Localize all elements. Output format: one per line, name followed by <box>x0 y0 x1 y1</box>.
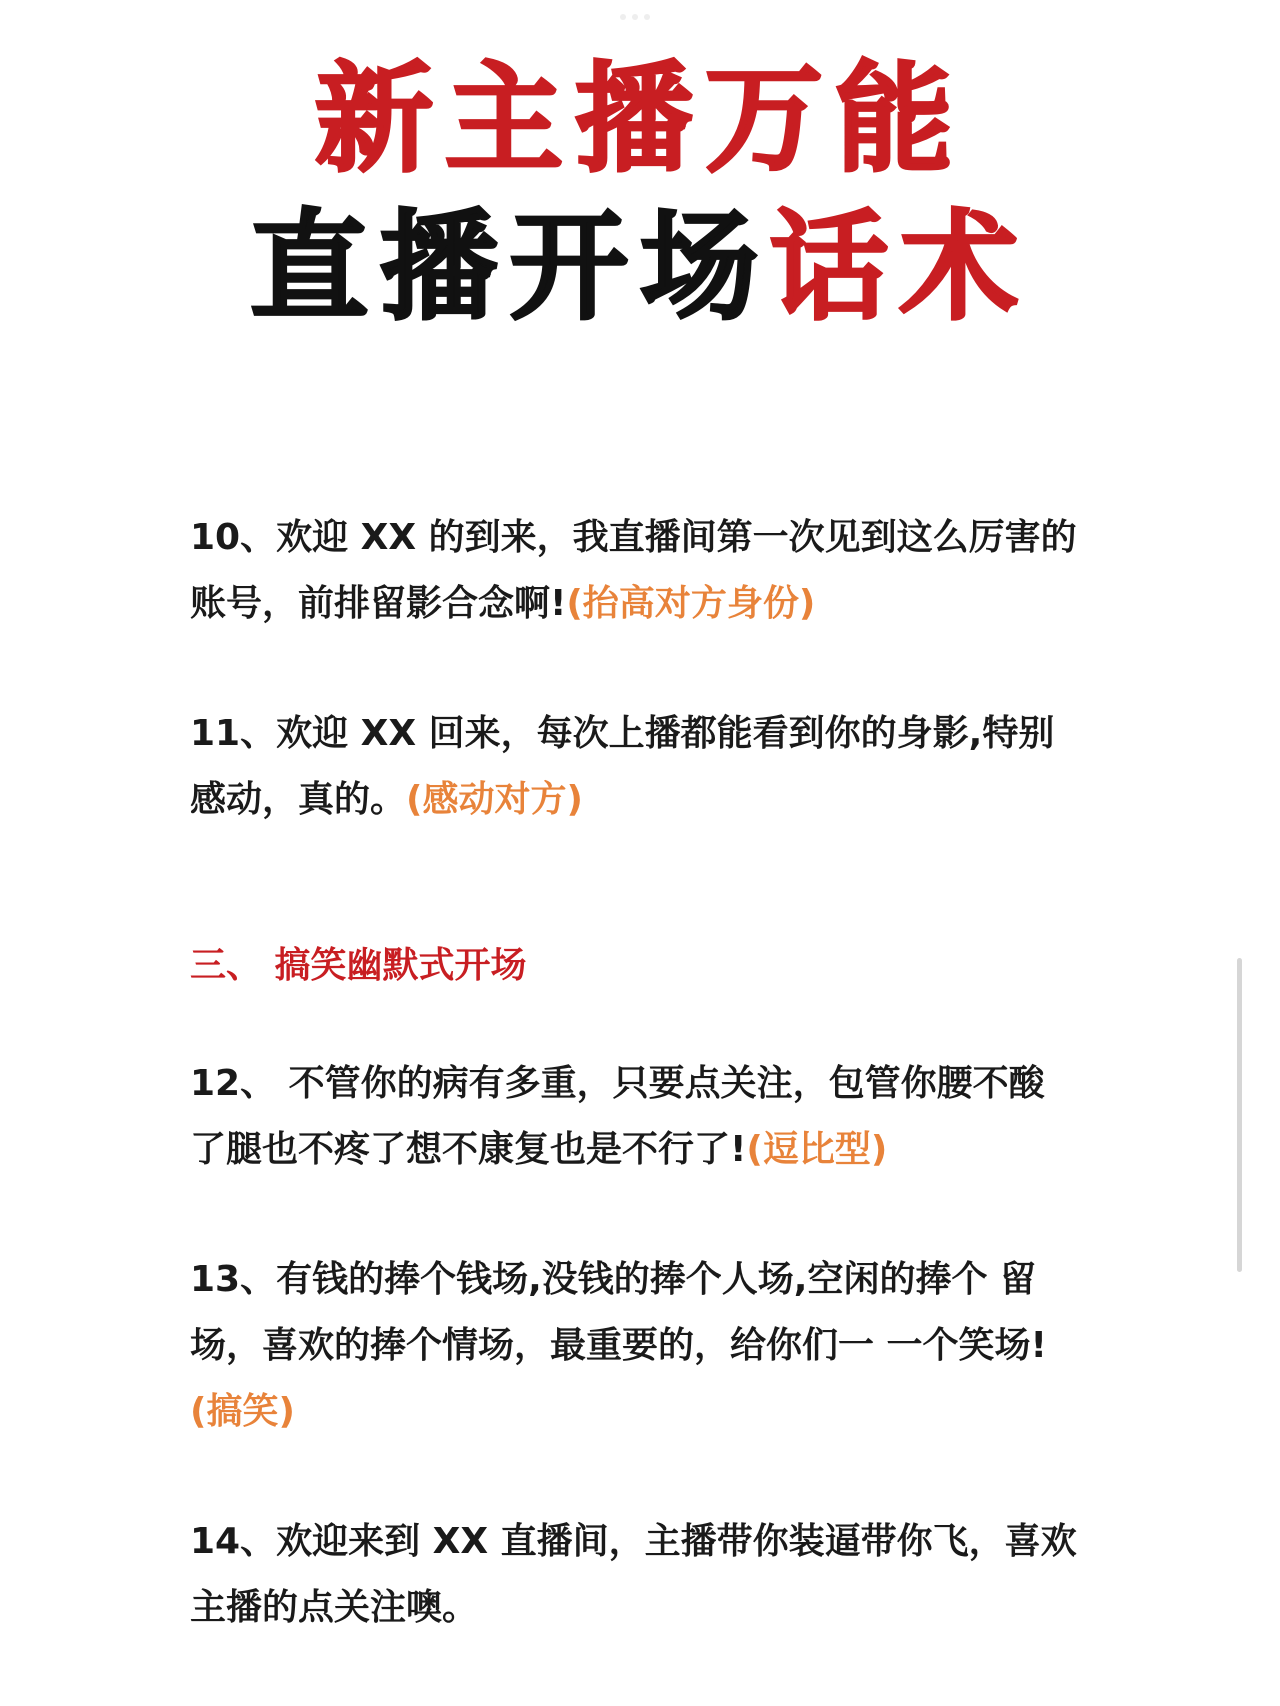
script-item-13 <box>190 1247 1080 1445</box>
item-text: 10、欢迎 XX 的到来，我直播间第一次见到这么厉害的账号，前排留影合念啊! <box>190 517 1077 624</box>
title-line-1: 新主播万能 <box>314 50 965 188</box>
section-heading-humor: 三、 搞笑幽默式开场 <box>190 945 527 986</box>
dot <box>620 14 626 20</box>
content-body <box>190 505 1080 1641</box>
item-note: (逗比型) <box>746 1129 888 1170</box>
script-item-14 <box>190 1509 1080 1641</box>
item-note: (感动对方) <box>406 779 583 820</box>
item-text: 12、 不管你的病有多重，只要点关注，包管你腰不酸了腿也不疼了想不康复也是不行了! <box>190 1063 1045 1170</box>
title-line-2-accent: 话术 <box>770 198 1031 336</box>
item-text: 13、有钱的捧个钱场,没钱的捧个人场,空闲的捧个 留场，喜欢的捧个情场，最重要的，给你们一 一个笑场! <box>190 1259 1047 1366</box>
title-line-2 <box>0 198 1280 336</box>
top-dots-decoration <box>620 14 660 20</box>
dot <box>632 14 638 20</box>
scrollbar-thumb[interactable] <box>1237 958 1242 1272</box>
script-item-10 <box>190 505 1080 637</box>
script-item-12 <box>190 1051 1080 1183</box>
item-note: (抬高对方身份) <box>566 583 816 624</box>
title-line-2-main: 直播开场 <box>249 198 770 336</box>
item-note: (搞笑) <box>190 1391 295 1432</box>
title-block <box>0 50 1280 336</box>
item-text: 11、欢迎 XX 回来，每次上播都能看到你的身影,特别感动，真的。 <box>190 713 1055 820</box>
dot <box>644 14 650 20</box>
item-text: 14、欢迎来到 XX 直播间，主播带你装逼带你飞，喜欢主播的点关注噢。 <box>190 1521 1077 1628</box>
script-item-11 <box>190 701 1080 833</box>
